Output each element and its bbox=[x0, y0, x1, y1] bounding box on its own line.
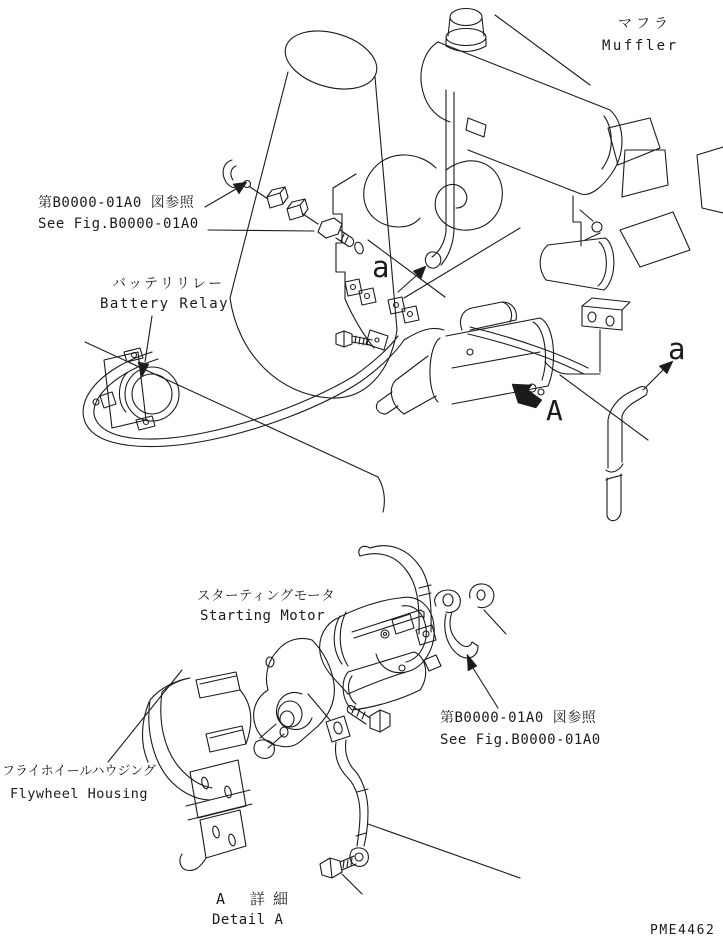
muffler-label-en: Muffler bbox=[602, 38, 679, 54]
flywheel-housing-label-jp: フライホイールハウジング bbox=[2, 764, 156, 779]
see-fig-top-label-en: See Fig.B0000-01A0 bbox=[38, 216, 199, 232]
see-fig-top-parts-drawing bbox=[205, 160, 354, 246]
battery-relay-leader-line bbox=[145, 316, 152, 362]
see-fig-top-leader-line bbox=[205, 189, 236, 207]
battery-relay-label-en: Battery Relay bbox=[100, 296, 230, 312]
pipe-callout-a2-label: a bbox=[668, 332, 686, 366]
pipe-callout-a1-label: a bbox=[372, 250, 390, 284]
muffler-leader-line bbox=[495, 15, 590, 85]
see-fig-bottom-label-en: See Fig.B0000-01A0 bbox=[440, 732, 601, 748]
pipe-part-a-drawing bbox=[606, 361, 673, 521]
flywheel-housing-label-en: Flywheel Housing bbox=[10, 786, 149, 802]
starting-motor-label-en: Starting Motor bbox=[200, 608, 326, 624]
battery-relay-drawing bbox=[93, 316, 179, 430]
muffler-drawing bbox=[421, 9, 622, 269]
doc-number: PME4462 bbox=[650, 923, 716, 938]
fan-drawing bbox=[573, 118, 723, 267]
callout-a1-leader-line bbox=[398, 275, 417, 292]
muffler-label-jp: マフラ bbox=[618, 16, 672, 32]
see-fig-top-label-jp: 第B0000-01A0 図参照 bbox=[38, 195, 195, 211]
view-arrow-label: A bbox=[546, 394, 563, 427]
starting-motor-label-jp: スターティングモータ bbox=[197, 588, 336, 604]
see-fig-bottom-label-jp: 第B0000-01A0 図参照 bbox=[440, 710, 597, 726]
starting-motor-installed-drawing bbox=[376, 302, 553, 414]
detail-a-label-en: Detail A bbox=[212, 912, 284, 928]
see-fig-bottom-leader-line bbox=[473, 668, 498, 708]
callout-a1-drawing bbox=[398, 228, 520, 298]
battery-relay-label-jp: バッテリリレー bbox=[112, 276, 224, 292]
callout-a2-leader-line bbox=[643, 370, 663, 390]
air-cleaner-cylinder-drawing bbox=[230, 21, 397, 398]
detail-a-label-jp: A 詳細 bbox=[216, 890, 297, 908]
wire-harness-drawing bbox=[83, 327, 588, 447]
